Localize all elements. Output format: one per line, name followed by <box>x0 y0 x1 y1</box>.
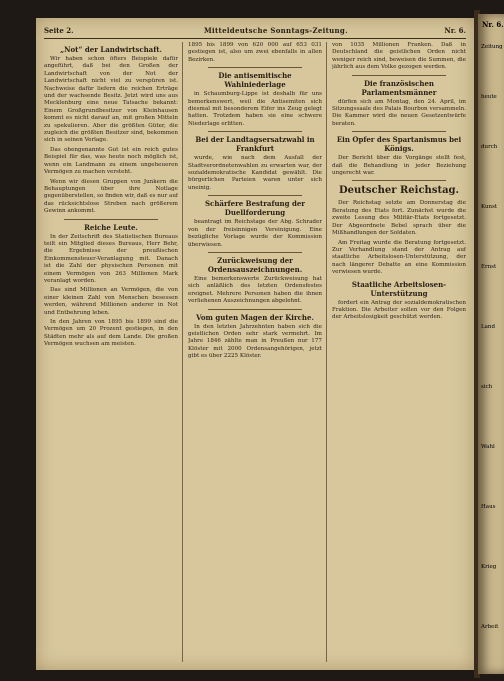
next-page-header: Nr. 6. <box>482 20 504 29</box>
next-page-fragment: Krieg <box>481 564 497 570</box>
column-2 <box>188 42 322 662</box>
article-paragraph: von 1035 Millionen Franken. Daß in Deutschland die geistlichen Orden nicht weniger reich sind, beweisen die Summen, die jährlich aus dem Volke gezogen werden. <box>332 42 466 71</box>
newspaper-title: Mitteldeutsche Sonntags-Zeitung. <box>204 26 348 35</box>
page-header <box>44 24 466 38</box>
article-paragraph: In den letzten Jahrzehnten haben sich die geistlichen Orden sehr stark vermehrt. Im Jahre 1846 zählte man in Preußen nur 177 Klöster mit 2000 Ordensangehörigen, jetzt gibt es über 2225 Klöster. <box>188 323 322 360</box>
article-heading: Staatliche Arbeitslosen-Unterstützung <box>351 279 447 298</box>
article-separator <box>208 131 302 132</box>
article-paragraph: In der Zeitschrift des Statistischen Bureaus teilt ein Mitglied dieses Bureaus, Herr Behr, die Ergebnisse der preußischen Einkommensteuer-Veranlagung mit. Danach ist die Zahl der physischen Personen mit einem Vermögen von 263 Millionen Mark veranlagt worden. <box>44 233 178 284</box>
article-paragraph: 1895 bis 1899 von 620 000 auf 653 031 gestiegen ist, also um zwei ebenfalls in allen Bezirken. <box>188 42 322 63</box>
article-paragraph: fordert ein Antrag der sozialdemokratischen Fraktion. Die Arbeiter sollen vor den Folgen der Arbeitslosigkeit geschützt werden. <box>332 299 466 321</box>
article-heading: Schärfere Bestrafung der Duellforderung <box>205 199 305 218</box>
article-heading: Die französischen Parlamentsmänner <box>361 78 437 97</box>
article-heading: „Not“ der Landwirtschaft. <box>60 45 162 54</box>
next-page-fragment: sich <box>481 384 493 390</box>
next-page-fragment: Haus <box>481 504 496 510</box>
page-number: Seite 2. <box>44 26 74 35</box>
article-separator <box>208 252 302 253</box>
article-paragraph: Das sind Millionen an Vermögen, die von einer kleinen Zahl von Menschen besessen werden, während Millionen anderer in Not und Entbehrung leben. <box>44 287 178 316</box>
article-heading: Zurückweisung der Ordensauszeichnungen. <box>207 255 303 274</box>
header-rule <box>44 38 466 39</box>
column-3 <box>332 42 466 662</box>
article-separator <box>352 75 446 76</box>
column-divider <box>182 42 183 662</box>
article-paragraph: Der Reichstag setzte am Donnerstag die Beratung des Etats fort. Zunächst wurde die zweite Lesung des Militär-Etats fortgesetzt. Der Abgeordnete Bebel sprach über die Mißhandlungen der Soldaten. <box>332 200 466 237</box>
issue-number: Nr. 6. <box>444 26 466 35</box>
article-paragraph: Das obengenannte Gut ist ein reich gutes Beispiel für das, was heute noch möglich ist, wenn ein Landmann zu einem ungeheueren Vermögen zu machen versteht. <box>44 146 178 176</box>
article-paragraph: Wenn wir diesen Gruppen von Junkern die Behauptungen über ihre Notlage gegenüberstellen, so finden wir, daß es nur auf das rücksichtslose Streben nach größerem Gewinn ankommt. <box>44 178 178 215</box>
next-page-fragment: heute <box>481 94 497 100</box>
column-1 <box>44 42 178 662</box>
article-heading: Reiche Leute. <box>84 222 138 232</box>
article-paragraph: Eine bemerkenswerte Zurückweisung hat sich anläßlich des letzten Ordensfestes ereignet. Mehrere Personen haben die ihnen verliehenen Auszeichnungen abgelehnt. <box>188 275 322 305</box>
article-paragraph: wurde, wie nach dem Ausfall der Stadtverordnetenwahlen zu erwarten war, der sozialdemokratische Kandidat gewählt. Die bürgerlichen Parteien waren unter sich uneinig. <box>188 155 322 191</box>
article-heading: Bei der Landtagsersatzwahl in Frankfurt <box>195 135 315 154</box>
article-separator <box>208 309 302 310</box>
next-page-fragment: durch <box>481 144 498 150</box>
next-page-fragment: Wahl <box>481 444 495 450</box>
section-heading: Deutscher Reichstag. <box>338 185 460 197</box>
newspaper-page <box>36 18 474 670</box>
next-page-fragment: Zeitung <box>481 44 503 50</box>
article-paragraph: beantragt im Reichstage der Abg. Schrader von der freisinnigen Vereinigung. Eine bezügliche Vorlage wurde der Kommission überwiesen. <box>188 219 322 248</box>
column-divider <box>326 42 327 662</box>
next-page-fragment: Ernst <box>481 264 497 270</box>
article-separator <box>352 180 446 181</box>
article-separator <box>352 131 446 132</box>
article-separator <box>208 67 302 68</box>
article-paragraph: Am Freitag wurde die Beratung fortgesetzt. Zur Verhandlung stand der Antrag auf staatliche Arbeitslosen-Unterstützung, der nach längerer Debatte an eine Kommission verwiesen wurde. <box>332 239 466 276</box>
next-page-fragment: Arbeit <box>481 624 499 630</box>
article-heading: Ein Opfer des Spartanismus bei Königs. <box>336 135 462 154</box>
article-separator <box>64 219 158 220</box>
article-heading: Die antisemitische Wahlniederlage <box>218 71 292 90</box>
article-paragraph: Der Bericht über die Vorgänge stellt fest, daß die Behandlung in jeder Beziehung ungerecht war. <box>332 155 466 177</box>
article-paragraph: dürfen sich am Montag, den 24. April, im Sitzungssaale des Palais Bourbon versammeln. Die Kammer wird die neuen Gesetzentwürfe beraten. <box>332 98 466 127</box>
article-paragraph: Wir haben schon öfters Beispiele dafür angeführt, daß bei den Großen der Landwirtschaft von der Not der Landwirtschaft nicht viel zu verspüren ist. Nachweise dafür liefern die reichen Erträge und der wachsende Besitz. Jetzt wird uns aus Mecklenburg eine neue Tatsache bekannt: Einem Großgrundbesitzer von Kleinhausen kommt es nicht darauf an, mit großen Mitteln zu spekulieren. Aber die größten Güter, die zugleich die größten Besitzer sind, bekommen sich in seinen Verlage. <box>44 56 178 144</box>
next-page-fragment: Kunst <box>481 204 498 210</box>
next-page-edge <box>478 14 504 674</box>
article-heading: Vom guten Magen der Kirche. <box>196 312 314 322</box>
article-separator <box>208 195 302 196</box>
next-page-fragment: Land <box>481 324 495 330</box>
article-paragraph: In den Jahren von 1895 bis 1899 sind die Vermögen um 20 Prozent gestiegen, in den Städten mehr als auf dem Lande. Die großen Vermögen wuchsen am meisten. <box>44 319 178 348</box>
article-paragraph: in Schaumburg-Lippe ist deshalb für uns bemerkenswert, weil die Antisemiten sich diesmal mit besonderem Eifer ins Zeug gelegt hatten. Trotzdem haben sie eine schwere Niederlage erlitten. <box>188 91 322 127</box>
